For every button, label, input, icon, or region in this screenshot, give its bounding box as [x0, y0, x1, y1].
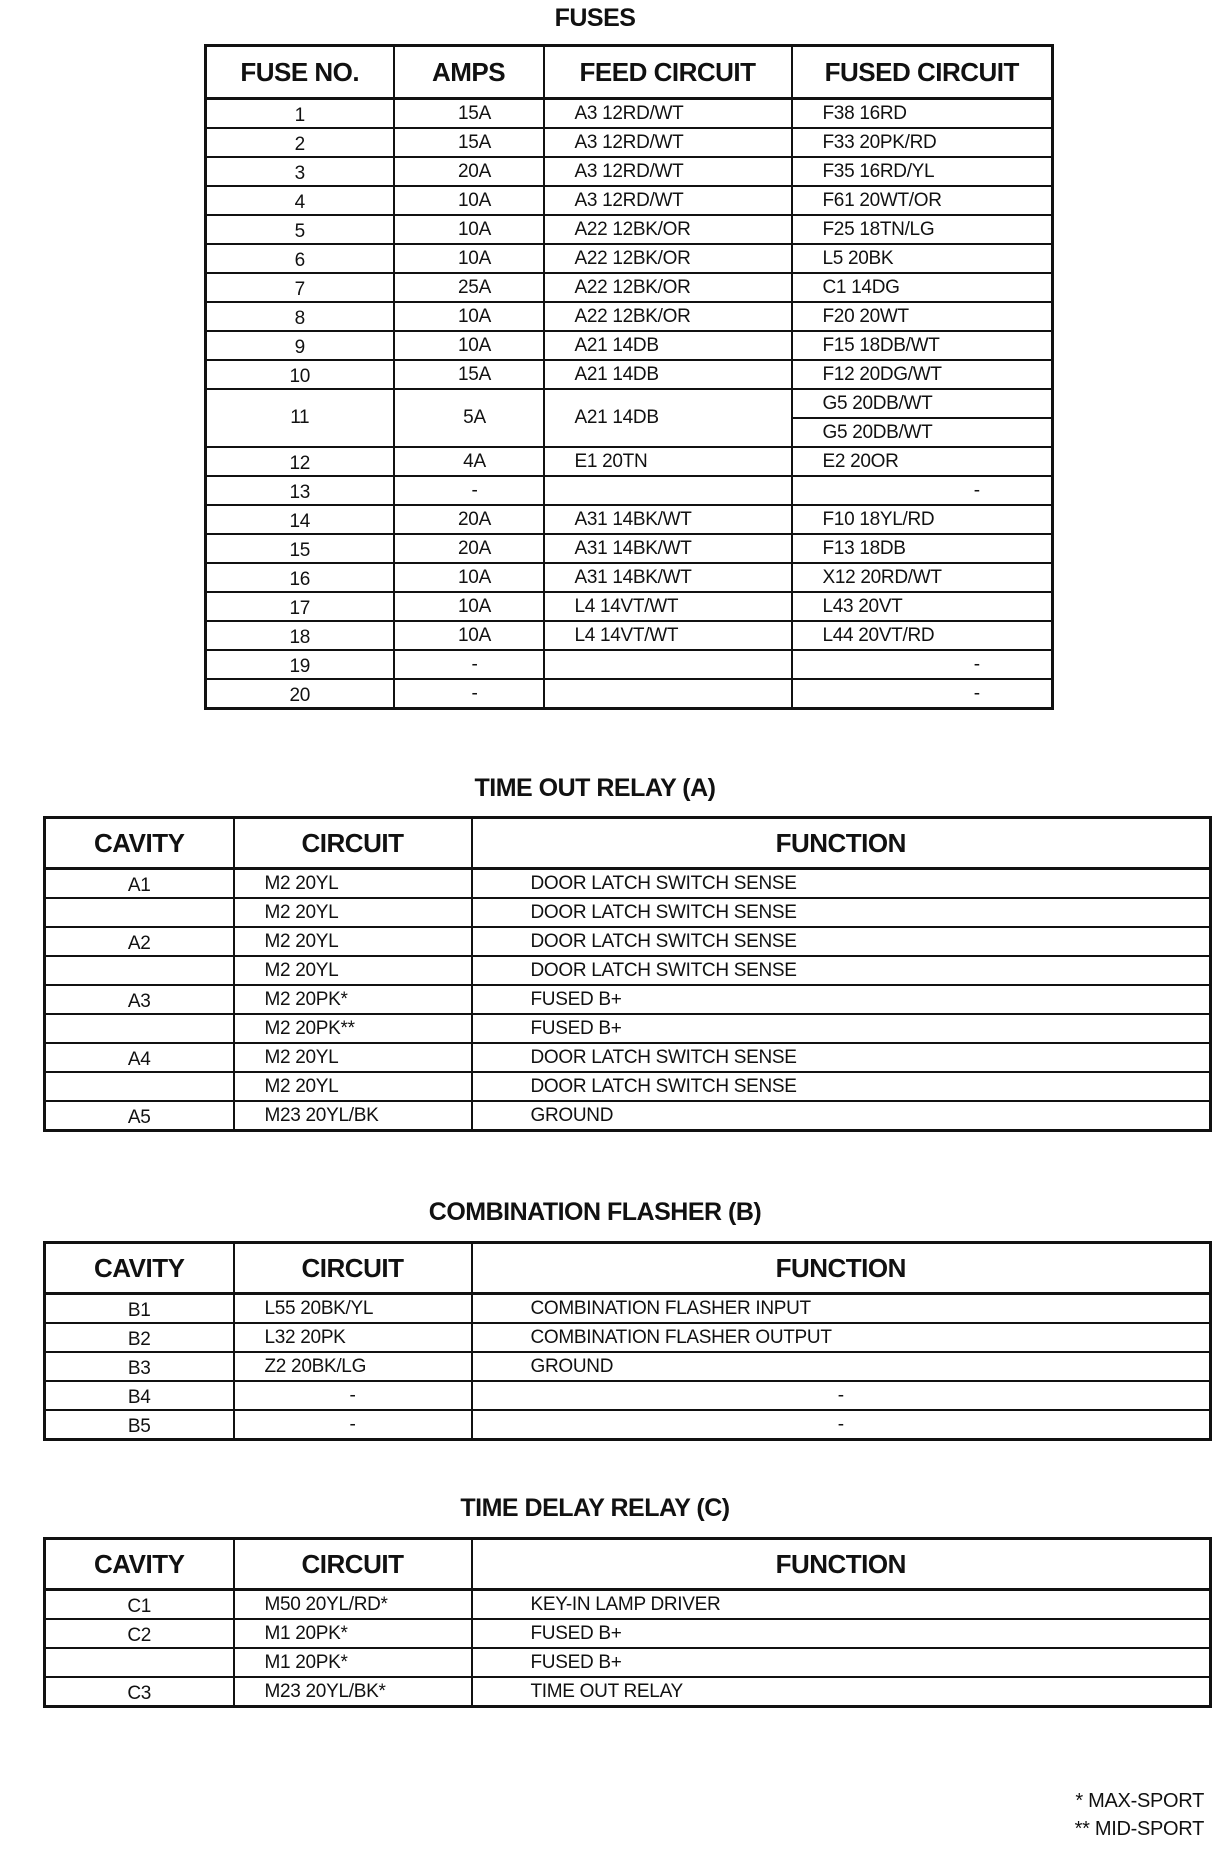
fuse-feed-circuit: A3 12RD/WT	[544, 186, 792, 215]
tor-circuit: M2 20YL	[234, 927, 472, 956]
fuse-number: 11	[206, 389, 394, 447]
fuse-feed-circuit: A22 12BK/OR	[544, 215, 792, 244]
cf-cavity: B3	[45, 1352, 234, 1381]
tor-cavity	[45, 898, 234, 927]
fuse-feed-circuit: A3 12RD/WT	[544, 128, 792, 157]
tdr-row	[45, 1590, 1211, 1620]
fuse-feed-circuit: A31 14BK/WT	[544, 505, 792, 534]
tor-cavity: A5	[45, 1101, 234, 1131]
tor-function: FUSED B+	[472, 985, 1211, 1014]
fuse-row	[206, 534, 1053, 563]
fuse-row	[206, 331, 1053, 360]
tor-row	[45, 956, 1211, 985]
fuse-amps: 20A	[394, 505, 544, 534]
tor-function: GROUND	[472, 1101, 1211, 1131]
fuse-number: 5	[206, 215, 394, 244]
fuse-number: 1	[206, 99, 394, 129]
tdr-col-function: FUNCTION	[472, 1539, 1211, 1590]
tor-function: DOOR LATCH SWITCH SENSE	[472, 927, 1211, 956]
tor-function: DOOR LATCH SWITCH SENSE	[472, 956, 1211, 985]
fuse-number: 7	[206, 273, 394, 302]
fuse-fused-circuit: L43 20VT	[792, 592, 1053, 621]
fuse-amps: -	[394, 679, 544, 709]
cf-function: COMBINATION FLASHER INPUT	[472, 1294, 1211, 1324]
tor-cavity: A1	[45, 869, 234, 899]
fuses-col-fuse-no: FUSE NO.	[206, 46, 394, 99]
tdr-cavity	[45, 1648, 234, 1677]
cf-circuit: -	[234, 1381, 472, 1410]
cf-row	[45, 1323, 1211, 1352]
fuse-fused-circuit: G5 20DB/WT	[792, 418, 1053, 447]
fuse-fused-circuit: G5 20DB/WT	[792, 389, 1053, 418]
tor-col-function: FUNCTION	[472, 818, 1211, 869]
fuse-feed-circuit: L4 14VT/WT	[544, 621, 792, 650]
fuse-row	[206, 215, 1053, 244]
fuse-fused-circuit: -	[792, 476, 1053, 505]
tdr-circuit: M23 20YL/BK*	[234, 1677, 472, 1707]
fuse-number: 16	[206, 563, 394, 592]
fuse-row	[206, 186, 1053, 215]
fuse-amps: -	[394, 476, 544, 505]
fuse-number: 14	[206, 505, 394, 534]
time-out-relay-title: TIME OUT RELAY (A)	[474, 774, 716, 802]
fuse-feed-circuit: A21 14DB	[544, 389, 792, 447]
cf-function: -	[472, 1381, 1211, 1410]
fuses-col-fused-circuit: FUSED CIRCUIT	[792, 46, 1053, 99]
fuse-fused-circuit: F20 20WT	[792, 302, 1053, 331]
fuse-number: 18	[206, 621, 394, 650]
fuse-amps: 4A	[394, 447, 544, 476]
tor-circuit: M2 20PK*	[234, 985, 472, 1014]
fuse-row	[206, 563, 1053, 592]
fuse-amps: 15A	[394, 128, 544, 157]
fuse-feed-circuit: A31 14BK/WT	[544, 534, 792, 563]
fuse-amps: -	[394, 650, 544, 679]
fuse-row	[206, 128, 1053, 157]
tor-function: FUSED B+	[472, 1014, 1211, 1043]
fuse-row	[206, 447, 1053, 476]
fuse-number: 15	[206, 534, 394, 563]
fuse-fused-circuit: X12 20RD/WT	[792, 563, 1053, 592]
cf-cavity: B4	[45, 1381, 234, 1410]
tdr-circuit: M1 20PK*	[234, 1619, 472, 1648]
cf-row	[45, 1352, 1211, 1381]
tor-cavity	[45, 1072, 234, 1101]
tor-col-cavity: CAVITY	[45, 818, 234, 869]
fuse-feed-circuit: L4 14VT/WT	[544, 592, 792, 621]
cf-col-circuit: CIRCUIT	[234, 1243, 472, 1294]
fuse-amps: 10A	[394, 244, 544, 273]
tdr-function: FUSED B+	[472, 1619, 1211, 1648]
tor-cavity	[45, 1014, 234, 1043]
tor-circuit: M2 20PK**	[234, 1014, 472, 1043]
fuses-header-row	[206, 46, 1053, 99]
cf-col-function: FUNCTION	[472, 1243, 1211, 1294]
cf-circuit: -	[234, 1410, 472, 1440]
fuse-amps: 10A	[394, 215, 544, 244]
fuse-amps: 20A	[394, 534, 544, 563]
fuse-number: 13	[206, 476, 394, 505]
fuse-amps: 25A	[394, 273, 544, 302]
fuse-row	[206, 99, 1053, 129]
fuse-fused-circuit: -	[792, 679, 1053, 709]
combination-flasher-title: COMBINATION FLASHER (B)	[428, 1198, 762, 1226]
fuse-feed-circuit: A31 14BK/WT	[544, 563, 792, 592]
fuse-amps: 15A	[394, 360, 544, 389]
fuse-fused-circuit: F35 16RD/YL	[792, 157, 1053, 186]
fuse-fused-circuit: L5 20BK	[792, 244, 1053, 273]
fuse-number: 19	[206, 650, 394, 679]
tor-cavity: A4	[45, 1043, 234, 1072]
fuses-col-amps: AMPS	[394, 46, 544, 99]
tor-cavity	[45, 956, 234, 985]
tdr-circuit: M1 20PK*	[234, 1648, 472, 1677]
fuse-row	[206, 302, 1053, 331]
fuse-amps: 10A	[394, 302, 544, 331]
fuse-feed-circuit: A3 12RD/WT	[544, 99, 792, 129]
fuse-feed-circuit: E1 20TN	[544, 447, 792, 476]
combination-flasher-table	[43, 1241, 1212, 1441]
tor-circuit: M2 20YL	[234, 898, 472, 927]
fuse-feed-circuit: A22 12BK/OR	[544, 273, 792, 302]
fuses-title: FUSES	[554, 4, 636, 32]
fuse-fused-circuit: F12 20DG/WT	[792, 360, 1053, 389]
fuse-fused-circuit: F15 18DB/WT	[792, 331, 1053, 360]
fuse-row	[206, 592, 1053, 621]
fuse-number: 10	[206, 360, 394, 389]
fuse-fused-circuit: F10 18YL/RD	[792, 505, 1053, 534]
fuse-row	[206, 389, 1053, 418]
tor-circuit: M2 20YL	[234, 869, 472, 899]
fuse-row	[206, 273, 1053, 302]
fuse-fused-circuit: L44 20VT/RD	[792, 621, 1053, 650]
tor-function: DOOR LATCH SWITCH SENSE	[472, 898, 1211, 927]
fuse-row	[206, 476, 1053, 505]
combination-flasher-header-row	[45, 1243, 1211, 1294]
fuses-table	[204, 44, 1054, 710]
fuse-number: 20	[206, 679, 394, 709]
cf-circuit: L55 20BK/YL	[234, 1294, 472, 1324]
tdr-function: TIME OUT RELAY	[472, 1677, 1211, 1707]
tor-cavity: A2	[45, 927, 234, 956]
tor-row	[45, 1072, 1211, 1101]
fuse-row	[206, 505, 1053, 534]
tdr-col-cavity: CAVITY	[45, 1539, 234, 1590]
fuse-amps: 10A	[394, 186, 544, 215]
fuse-number: 6	[206, 244, 394, 273]
fuses-col-feed-circuit: FEED CIRCUIT	[544, 46, 792, 99]
cf-function: COMBINATION FLASHER OUTPUT	[472, 1323, 1211, 1352]
tor-circuit: M2 20YL	[234, 1072, 472, 1101]
cf-function: -	[472, 1410, 1211, 1440]
fuse-number: 17	[206, 592, 394, 621]
tdr-circuit: M50 20YL/RD*	[234, 1590, 472, 1620]
fuse-amps: 10A	[394, 563, 544, 592]
cf-row	[45, 1294, 1211, 1324]
cf-function: GROUND	[472, 1352, 1211, 1381]
fuse-fused-circuit: -	[792, 650, 1053, 679]
fuse-amps: 10A	[394, 592, 544, 621]
tdr-function: FUSED B+	[472, 1648, 1211, 1677]
tdr-cavity: C3	[45, 1677, 234, 1707]
tor-function: DOOR LATCH SWITCH SENSE	[472, 1043, 1211, 1072]
tor-row	[45, 985, 1211, 1014]
fuse-number: 4	[206, 186, 394, 215]
time-out-relay-table	[43, 816, 1212, 1132]
tor-circuit: M2 20YL	[234, 956, 472, 985]
cf-circuit: L32 20PK	[234, 1323, 472, 1352]
fuse-row	[206, 650, 1053, 679]
cf-col-cavity: CAVITY	[45, 1243, 234, 1294]
fuse-feed-circuit: A21 14DB	[544, 331, 792, 360]
tdr-row	[45, 1619, 1211, 1648]
fuse-number: 9	[206, 331, 394, 360]
cf-row	[45, 1410, 1211, 1440]
tdr-row	[45, 1648, 1211, 1677]
tdr-cavity: C2	[45, 1619, 234, 1648]
cf-circuit: Z2 20BK/LG	[234, 1352, 472, 1381]
fuse-fused-circuit: F38 16RD	[792, 99, 1053, 129]
cf-cavity: B1	[45, 1294, 234, 1324]
fuse-feed-circuit	[544, 650, 792, 679]
fuse-row	[206, 360, 1053, 389]
fuse-number: 8	[206, 302, 394, 331]
tor-row	[45, 869, 1211, 899]
fuse-number: 3	[206, 157, 394, 186]
fuse-amps: 5A	[394, 389, 544, 447]
fuse-row	[206, 679, 1053, 709]
fuse-amps: 20A	[394, 157, 544, 186]
fuse-feed-circuit: A22 12BK/OR	[544, 244, 792, 273]
fuse-fused-circuit: F13 18DB	[792, 534, 1053, 563]
tor-row	[45, 1101, 1211, 1131]
fuse-feed-circuit	[544, 476, 792, 505]
footnote-max-sport: * MAX-SPORT	[1075, 1790, 1204, 1812]
tor-cavity: A3	[45, 985, 234, 1014]
time-delay-relay-title: TIME DELAY RELAY (C)	[460, 1494, 730, 1522]
cf-cavity: B2	[45, 1323, 234, 1352]
fuse-feed-circuit: A22 12BK/OR	[544, 302, 792, 331]
fuse-feed-circuit: A3 12RD/WT	[544, 157, 792, 186]
time-delay-relay-header-row	[45, 1539, 1211, 1590]
cf-row	[45, 1381, 1211, 1410]
fuse-row	[206, 621, 1053, 650]
tor-col-circuit: CIRCUIT	[234, 818, 472, 869]
fuse-fused-circuit: C1 14DG	[792, 273, 1053, 302]
cf-cavity: B5	[45, 1410, 234, 1440]
tor-row	[45, 1043, 1211, 1072]
fuse-amps: 10A	[394, 621, 544, 650]
tdr-function: KEY-IN LAMP DRIVER	[472, 1590, 1211, 1620]
fuse-feed-circuit: A21 14DB	[544, 360, 792, 389]
fuse-row	[206, 157, 1053, 186]
time-out-relay-header-row	[45, 818, 1211, 869]
tor-function: DOOR LATCH SWITCH SENSE	[472, 869, 1211, 899]
tor-row	[45, 1014, 1211, 1043]
fuse-amps: 10A	[394, 331, 544, 360]
tdr-cavity: C1	[45, 1590, 234, 1620]
tor-circuit: M2 20YL	[234, 1043, 472, 1072]
tor-circuit: M23 20YL/BK	[234, 1101, 472, 1131]
fuse-row	[206, 244, 1053, 273]
fuse-fused-circuit: E2 20OR	[792, 447, 1053, 476]
fuse-amps: 15A	[394, 99, 544, 129]
tdr-row	[45, 1677, 1211, 1707]
fuse-number: 2	[206, 128, 394, 157]
fuse-fused-circuit: F61 20WT/OR	[792, 186, 1053, 215]
fuse-feed-circuit	[544, 679, 792, 709]
fuse-number: 12	[206, 447, 394, 476]
tor-function: DOOR LATCH SWITCH SENSE	[472, 1072, 1211, 1101]
tor-row	[45, 898, 1211, 927]
tdr-col-circuit: CIRCUIT	[234, 1539, 472, 1590]
tor-row	[45, 927, 1211, 956]
fuse-fused-circuit: F33 20PK/RD	[792, 128, 1053, 157]
time-delay-relay-table	[43, 1537, 1212, 1708]
footnote-mid-sport: ** MID-SPORT	[1074, 1818, 1204, 1840]
fuse-fused-circuit: F25 18TN/LG	[792, 215, 1053, 244]
